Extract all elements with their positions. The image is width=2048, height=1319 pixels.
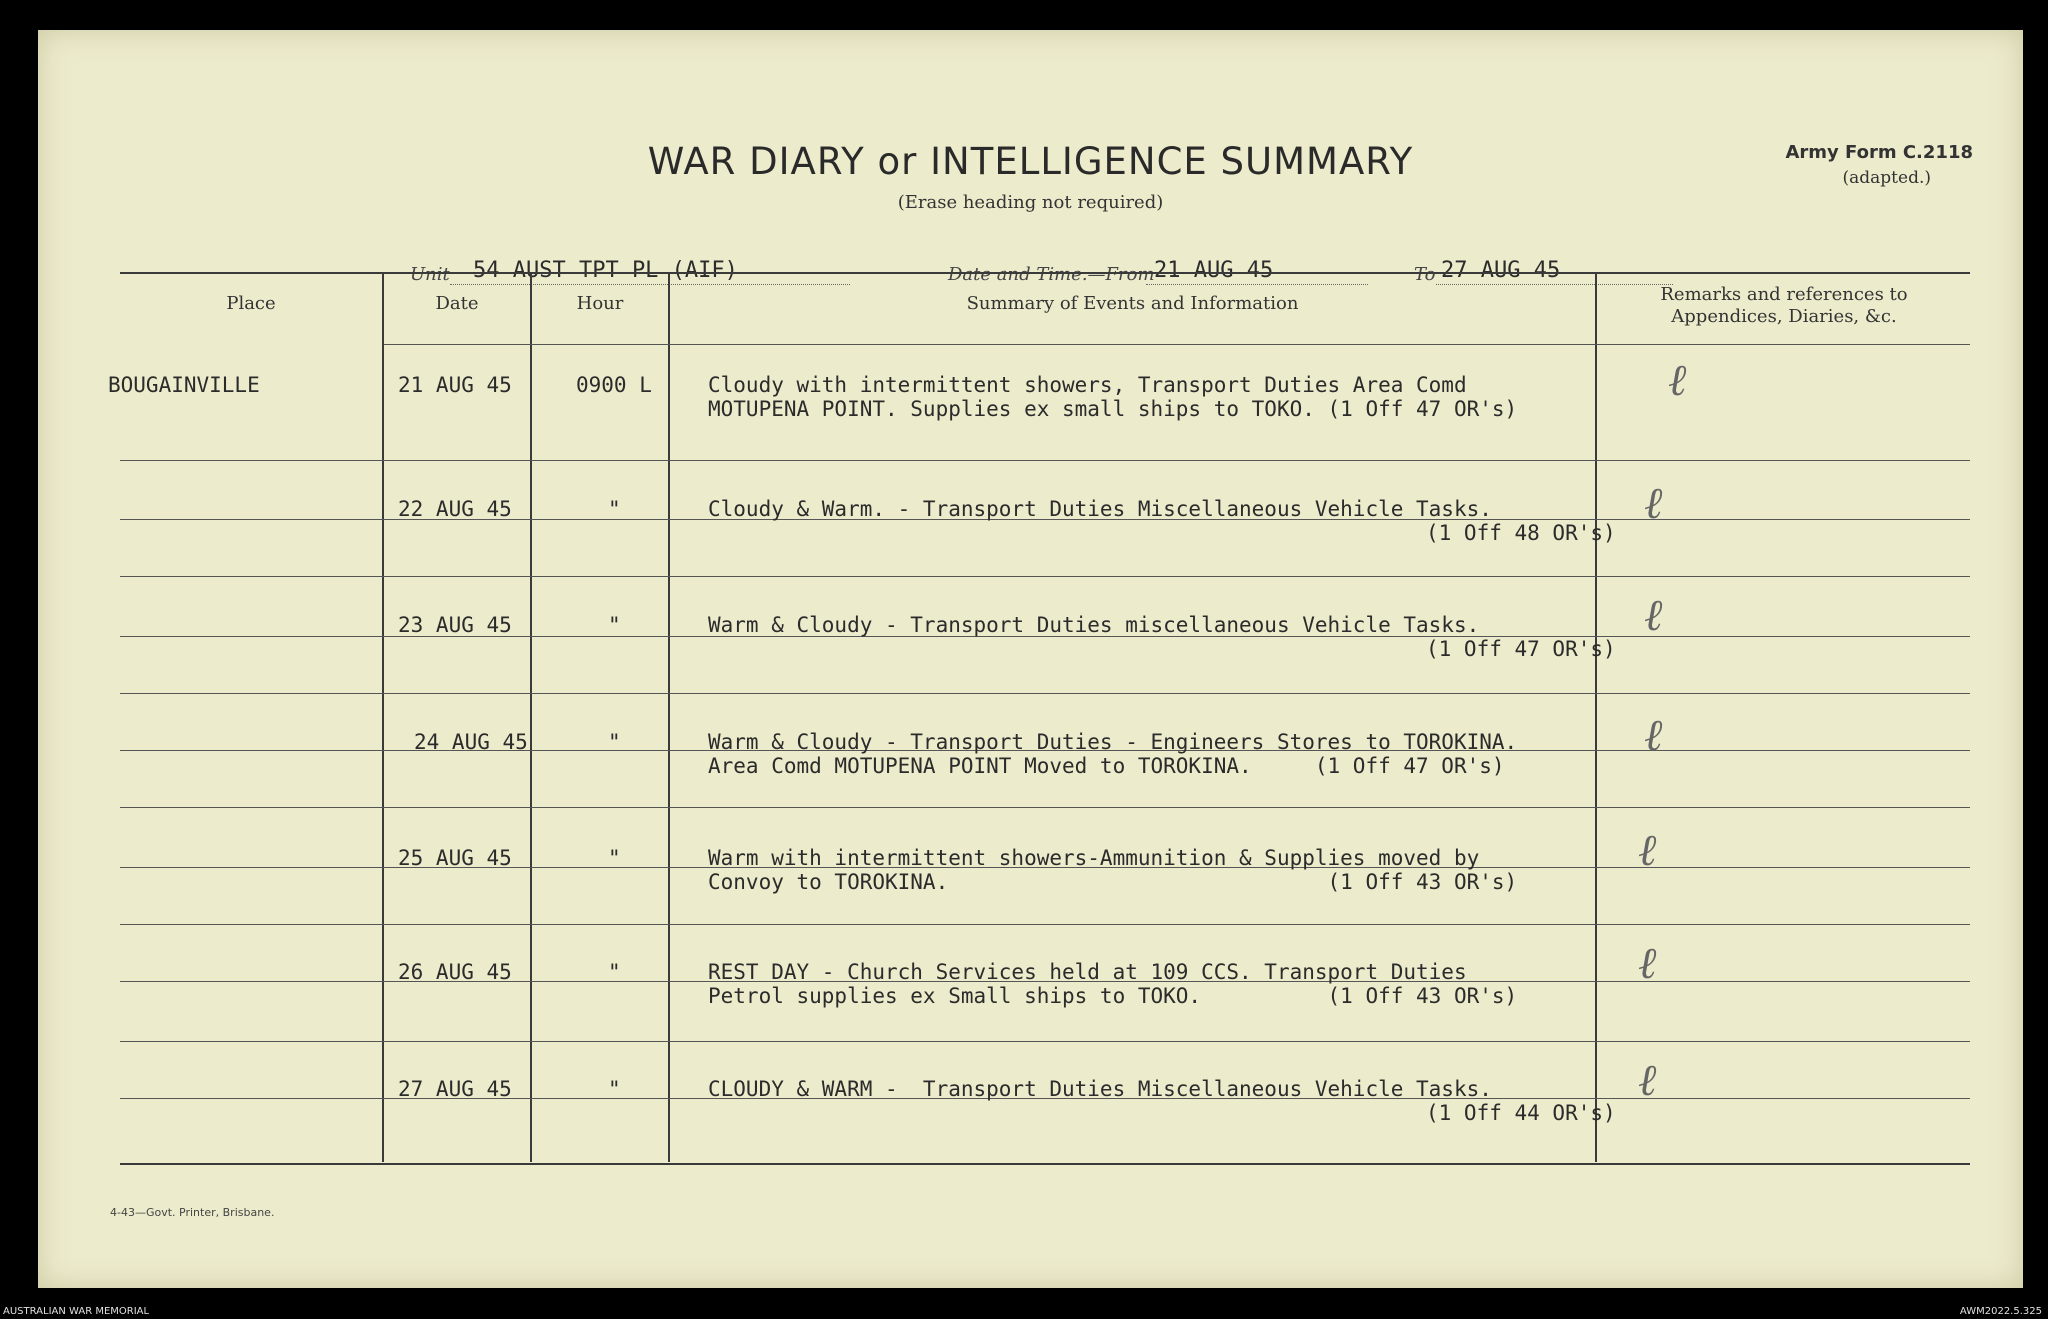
entry-summary-line1: REST DAY - Church Services held at 109 CCS. Transport Duties [708, 960, 1467, 984]
form-subtitle: (Erase heading not required) [897, 192, 1164, 213]
entry-summary-line2: Convoy to TOROKINA. (1 Off 43 OR's) [708, 870, 1518, 894]
entry-summary-line1: Warm with intermittent showers-Ammunition & Supplies moved by [708, 846, 1480, 870]
header-underline [384, 344, 1970, 345]
initials-mark: ℓ [1638, 938, 1657, 989]
col-head-remarks-line1: Remarks and references to [1660, 284, 1908, 305]
unit-value: 54 AUST TPT PL (AIF) [473, 258, 738, 283]
entry-date: 24 AUG 45 [414, 730, 528, 754]
initials-mark: ℓ [1638, 1055, 1657, 1106]
entry-hour: 0900 L [576, 373, 652, 397]
row-rule [120, 1041, 1970, 1042]
form-title: WAR DIARY or INTELLIGENCE SUMMARY [647, 140, 1414, 183]
entry-hour: " [608, 730, 621, 754]
entry-summary-line1: Warm & Cloudy - Transport Duties miscellaneous Vehicle Tasks. [708, 613, 1480, 637]
form-adapted: (adapted.) [1842, 168, 1931, 188]
entry-summary-line2: Area Comd MOTUPENA POINT Moved to TOROKINA. (1 Off 47 OR's) [708, 754, 1505, 778]
unit-label: Unit [410, 264, 450, 285]
initials-mark: ℓ [1644, 590, 1663, 641]
entry-date: 22 AUG 45 [398, 497, 512, 521]
unit-underline [450, 284, 850, 285]
col-divider-date [530, 272, 532, 1162]
col-divider-hour [668, 272, 670, 1162]
row-rule [120, 576, 1970, 577]
entry-date: 27 AUG 45 [398, 1077, 512, 1101]
col-divider-summary [1595, 272, 1597, 1162]
col-divider-place [382, 272, 384, 1162]
printer-imprint: 4-43—Govt. Printer, Brisbane. [110, 1206, 275, 1219]
archive-caption-right: AWM2022.5.325 [1959, 1306, 2042, 1317]
entry-summary-line1: CLOUDY & WARM - Transport Duties Miscellaneous Vehicle Tasks. [708, 1077, 1492, 1101]
table-bottom-rule [120, 1163, 1970, 1165]
initials-mark: ℓ [1644, 478, 1663, 529]
entry-hour: " [608, 1077, 621, 1101]
entry-date: 23 AUG 45 [398, 613, 512, 637]
entry-date: 21 AUG 45 [398, 373, 512, 397]
entry-summary-line2: (1 Off 48 OR's) [1426, 521, 1616, 545]
entry-summary-line2: Petrol supplies ex Small ships to TOKO. (1 Off 43 OR's) [708, 984, 1518, 1008]
row-rule [120, 807, 1970, 808]
entry-summary-line1: Warm & Cloudy - Transport Duties - Engineers Stores to TOROKINA. [708, 730, 1518, 754]
entry-hour: " [608, 497, 621, 521]
row-rule [120, 693, 1970, 694]
initials-mark: ℓ [1668, 355, 1687, 406]
entry-date: 25 AUG 45 [398, 846, 512, 870]
entry-place: BOUGAINVILLE [108, 373, 260, 397]
table-top-rule [120, 272, 1970, 274]
date-to-value: 27 AUG 45 [1441, 258, 1561, 283]
date-from-value: 21 AUG 45 [1154, 258, 1274, 283]
initials-mark: ℓ [1638, 825, 1657, 876]
diary-sheet [38, 30, 2023, 1288]
initials-mark: ℓ [1644, 710, 1663, 761]
entry-summary-line1: Cloudy with intermittent showers, Transport Duties Area Comd [708, 373, 1467, 397]
entry-summary-line2: (1 Off 44 OR's) [1426, 1101, 1616, 1125]
col-head-hour: Hour [576, 293, 624, 314]
entry-date: 26 AUG 45 [398, 960, 512, 984]
entry-hour: " [608, 613, 621, 637]
col-head-summary: Summary of Events and Information [966, 293, 1299, 314]
entry-summary-line1: Cloudy & Warm. - Transport Duties Miscellaneous Vehicle Tasks. [708, 497, 1492, 521]
col-head-remarks-line2: Appendices, Diaries, &c. [1671, 306, 1897, 327]
entry-summary-line2: MOTUPENA POINT. Supplies ex small ships to TOKO. (1 Off 47 OR's) [708, 397, 1518, 421]
col-head-place: Place [226, 293, 276, 314]
date-to-label: To [1414, 264, 1436, 285]
row-rule [120, 924, 1970, 925]
entry-hour: " [608, 846, 621, 870]
entry-summary-line2: (1 Off 47 OR's) [1426, 637, 1616, 661]
row-rule [120, 460, 1970, 461]
col-head-date: Date [435, 293, 479, 314]
entry-hour: " [608, 960, 621, 984]
archive-caption-left: AUSTRALIAN WAR MEMORIAL [3, 1306, 150, 1317]
form-number: Army Form C.2118 [1785, 142, 1973, 163]
date-from-label: Date and Time.—From [948, 264, 1155, 285]
date-from-underline [1146, 284, 1368, 285]
